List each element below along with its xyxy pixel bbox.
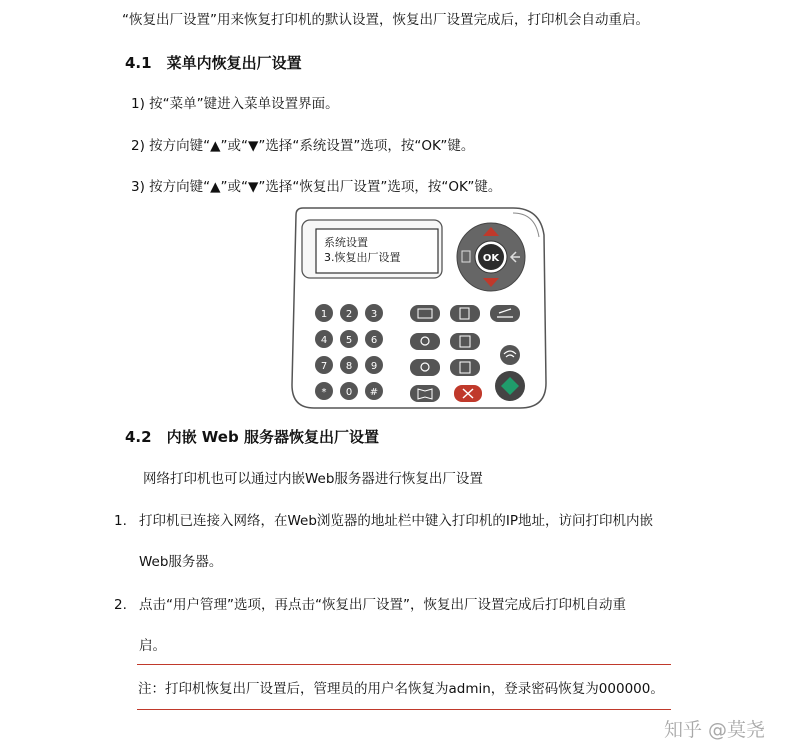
keypad-key-label: 8 bbox=[345, 361, 353, 372]
keypad-key-label: * bbox=[321, 387, 327, 398]
intro-text: “恢复出厂设置”用来恢复打印机的默认设置，恢复出厂设置完成后，打印机会自动重启。 bbox=[122, 12, 649, 28]
keypad-key-label: # bbox=[369, 387, 379, 398]
item-1-number: 1. bbox=[114, 513, 127, 529]
printer-control-panel-illustration bbox=[288, 205, 550, 413]
address-book-button[interactable] bbox=[410, 385, 440, 402]
fax-button[interactable] bbox=[410, 333, 440, 350]
scan-button[interactable] bbox=[490, 305, 520, 322]
keypad-key-label: 4 bbox=[320, 335, 328, 346]
ok-label: OK bbox=[482, 253, 500, 264]
keypad-key-label: 3 bbox=[370, 309, 378, 320]
step-1: 1) 按“菜单”键进入菜单设置界面。 bbox=[131, 96, 339, 112]
note-bottom-rule bbox=[137, 709, 671, 710]
note-text: 注：打印机恢复出厂设置后，管理员的用户名恢复为admin，登录密码恢复为000000。 bbox=[138, 681, 664, 697]
section-4-2-lead: 网络打印机也可以通过内嵌Web服务器进行恢复出厂设置 bbox=[143, 471, 483, 487]
keypad-key-label: 9 bbox=[370, 361, 378, 372]
item-2-line-1: 点击“用户管理”选项，再点击“恢复出厂设置”，恢复出厂设置完成后打印机自动重 bbox=[139, 597, 626, 613]
keypad-key-label: 0 bbox=[345, 387, 353, 398]
watermark: 知乎 @莫尧 bbox=[663, 719, 765, 741]
note-top-rule bbox=[137, 664, 671, 665]
keypad-key-label: 5 bbox=[345, 335, 353, 346]
item-1-line-2: Web服务器。 bbox=[139, 554, 223, 570]
keypad-key-label: 2 bbox=[345, 309, 353, 320]
redial-button[interactable] bbox=[410, 359, 440, 376]
item-1-line-1: 打印机已连接入网络，在Web浏览器的地址栏中键入打印机的IP地址，访问打印机内嵌 bbox=[139, 513, 654, 529]
keypad-key-label: 6 bbox=[370, 335, 378, 346]
keypad-key-label: 1 bbox=[320, 309, 328, 320]
item-2-line-2: 启。 bbox=[139, 638, 166, 654]
lcd-line-2: 3.恢复出厂设置 bbox=[324, 251, 401, 264]
lcd-line-1: 系统设置 bbox=[324, 236, 368, 249]
step-2: 2) 按方向键“▲”或“▼”选择“系统设置”选项，按“OK”键。 bbox=[131, 138, 475, 154]
section-4-1-heading: 4.1 菜单内恢复出厂设置 bbox=[125, 54, 302, 72]
section-4-2-heading: 4.2 内嵌 Web 服务器恢复出厂设置 bbox=[125, 428, 379, 446]
keypad-key-label: 7 bbox=[320, 361, 328, 372]
id-copy-button[interactable] bbox=[410, 305, 440, 322]
item-2-number: 2. bbox=[114, 597, 127, 613]
step-3: 3) 按方向键“▲”或“▼”选择“恢复出厂设置”选项，按“OK”键。 bbox=[131, 179, 502, 195]
